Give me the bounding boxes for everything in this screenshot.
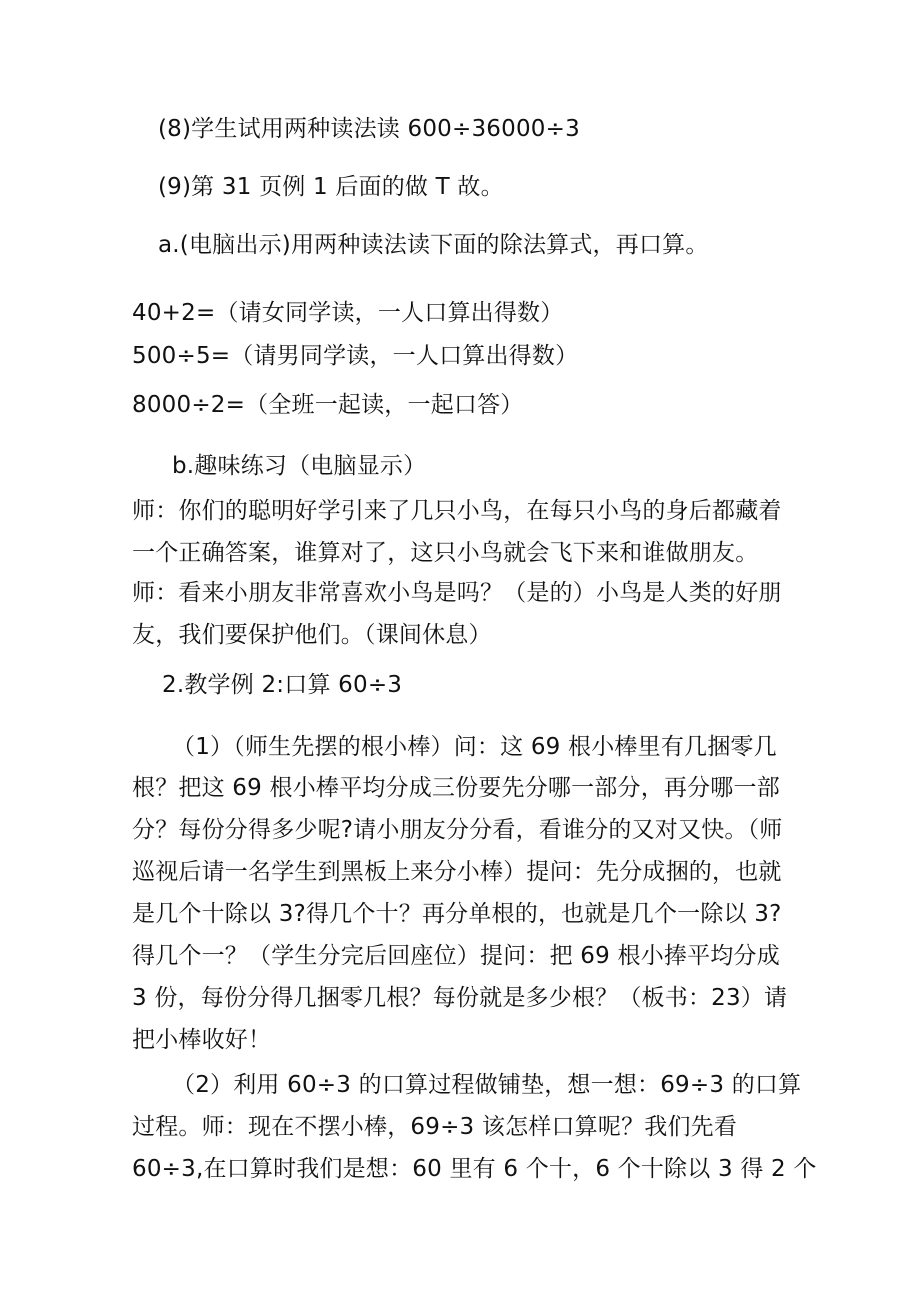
text-line: 过程。师：现在不摆小棒，69÷3 该怎样口算呢？我们先看 — [132, 1114, 738, 1140]
text-line: 3 份，每份分得几捆零几根？每份就是多少根？（板书：23）请 — [132, 985, 788, 1011]
text-line: (9)第 31 页例 1 后面的做 T 故。 — [158, 174, 504, 200]
text-line: 得几个一？（学生分完后回座位）提问：把 69 根小捧平均分成 — [132, 943, 780, 969]
text-line: 40+2=（请女同学读，一人口算出得数） — [132, 300, 564, 326]
text-line: 分？每份分得多少呢?请小朋友分分看，看谁分的又对又快。（师 — [132, 817, 783, 843]
text-line: （1）（师生先摆的根小棒）问：这 69 根小棒里有几捆零几 — [172, 734, 777, 760]
text-line: 一个正确答案，谁算对了，这只小鸟就会飞下来和谁做朋友。 — [132, 540, 759, 566]
text-line: 500÷5=（请男同学读，一人口算出得数） — [132, 343, 579, 369]
text-line: b.趣味练习（电脑显示） — [172, 453, 427, 479]
text-line: a.(电脑出示)用两种读法读下面的除法算式，再口算。 — [158, 232, 709, 258]
text-line: 把小棒收好！ — [132, 1027, 272, 1053]
text-line: 师：看来小朋友非常喜欢小鸟是吗？（是的）小鸟是人类的好朋 — [132, 580, 782, 606]
text-line: 是几个十除以 3?得几个十？再分单根的，也就是几个一除以 3? — [132, 901, 782, 927]
text-line: 2.教学例 2:口算 60÷3 — [162, 672, 403, 698]
text-line: （2）利用 60÷3 的口算过程做铺垫，想一想：69÷3 的口算 — [172, 1072, 802, 1098]
text-line: 友，我们要保护他们。（课间休息） — [132, 622, 492, 648]
text-line: 60÷3,在口算时我们是想：60 里有 6 个十，6 个十除以 3 得 2 个 — [132, 1156, 817, 1182]
text-line: 师：你们的聪明好学引来了几只小鸟，在每只小鸟的身后都藏着 — [132, 498, 782, 524]
text-line: (8)学生试用两种读法读 600÷36000÷3 — [158, 116, 580, 142]
text-line: 根？把这 69 根小棒平均分成三份要先分哪一部分，再分哪一部 — [132, 775, 780, 801]
text-line: 8000÷2=（全班一起读，一起口答） — [132, 392, 524, 418]
text-line: 巡视后请一名学生到黑板上来分小棒）提问：先分成捆的，也就 — [132, 859, 782, 885]
